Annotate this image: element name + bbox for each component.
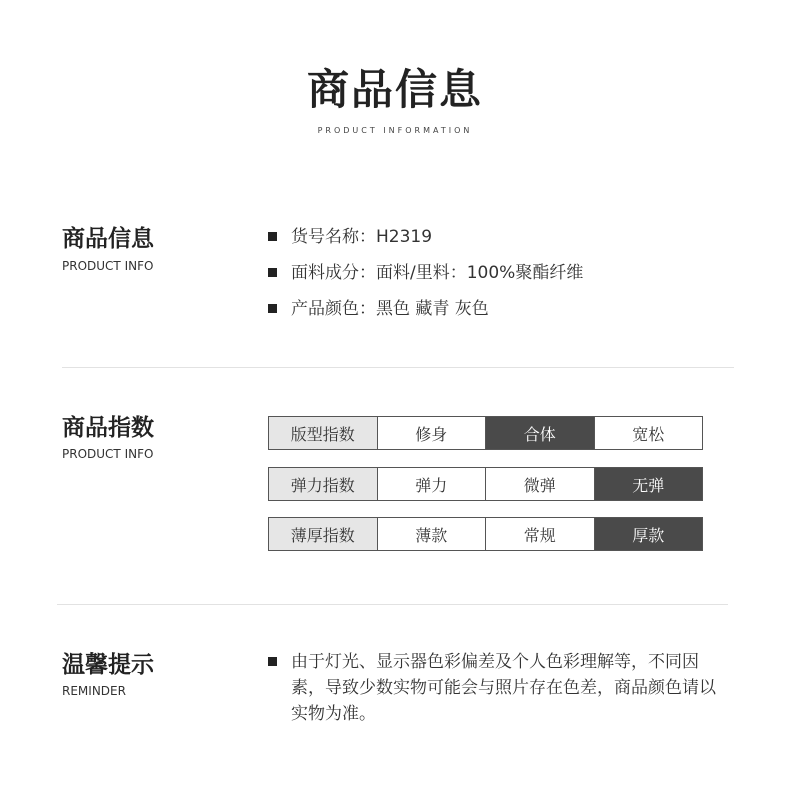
info-item-text: 货号名称：H2319: [291, 227, 433, 247]
info-item-fabric: [268, 261, 583, 285]
index-option: 无弹: [594, 468, 703, 500]
index-option: 微弹: [485, 468, 594, 500]
index-option: 合体: [485, 417, 594, 449]
index-option: 常规: [485, 518, 594, 550]
bullet-square-icon: [268, 304, 277, 313]
bullet-square-icon: [268, 268, 277, 277]
index-option: 厚款: [594, 518, 703, 550]
divider: [57, 604, 728, 605]
divider: [62, 367, 734, 368]
info-item-text: 面料成分：面料/里料：100%聚酯纤维: [291, 263, 584, 283]
index-label: 版型指数: [269, 417, 377, 449]
index-row-elasticity: [268, 467, 703, 501]
index-label: 弹力指数: [269, 468, 377, 500]
index-row-fit: [268, 416, 703, 450]
bullet-square-icon: [268, 657, 277, 666]
page-subtitle: PRODUCT INFORMATION: [317, 126, 473, 135]
index-option: 宽松: [594, 417, 703, 449]
index-section-subtitle: PRODUCT INFO: [62, 447, 154, 461]
index-row-thickness: [268, 517, 703, 551]
reminder-section-subtitle: REMINDER: [62, 684, 126, 698]
index-section-title: 商品指数: [62, 415, 154, 441]
index-option: 修身: [377, 417, 486, 449]
info-item-sku: [268, 225, 432, 249]
index-option: 薄款: [377, 518, 486, 550]
info-item-colors: [268, 297, 489, 321]
info-item-text: 产品颜色：黑色 藏青 灰色: [291, 299, 489, 319]
reminder-text: 由于灯光、显示器色彩偏差及个人色彩理解等，不同因素，导致少数实物可能会与照片存在色差，商品颜色请以实物为准。: [291, 652, 716, 724]
reminder-section-title: 温馨提示: [62, 652, 154, 678]
reminder-item: [268, 649, 718, 727]
page-title: 商品信息: [306, 65, 483, 114]
info-section-title: 商品信息: [62, 226, 154, 252]
index-option: 弹力: [377, 468, 486, 500]
index-label: 薄厚指数: [269, 518, 377, 550]
bullet-square-icon: [268, 232, 277, 241]
info-section-subtitle: PRODUCT INFO: [62, 259, 154, 273]
